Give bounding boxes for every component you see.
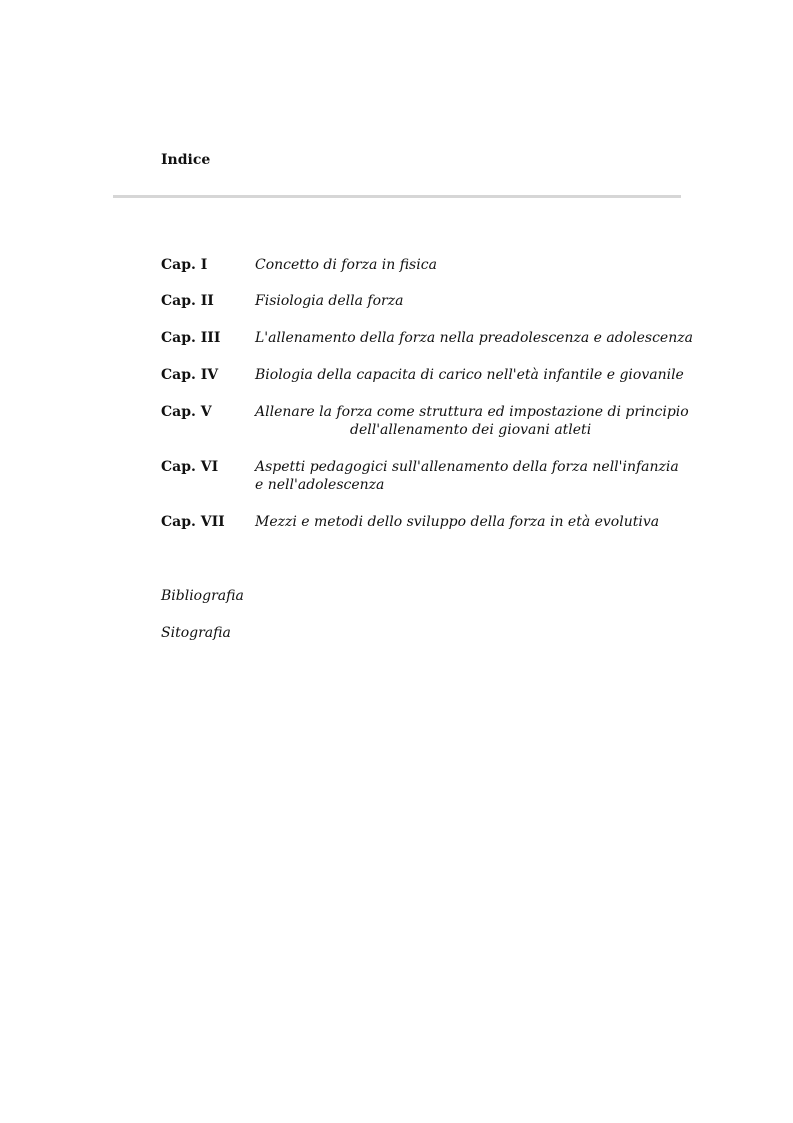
chapter-label: Cap. I (161, 257, 208, 273)
chapter-title (255, 256, 437, 274)
page-title: Indice (161, 152, 211, 168)
chapter-title (255, 513, 659, 531)
chapter-title-line: Biologia della capacita di carico nell'età infantile e giovanile (255, 367, 684, 383)
chapter-label: Cap. V (161, 404, 212, 420)
toc-entry-sitography: Sitografia (161, 625, 231, 641)
chapter-label: Cap. III (161, 330, 221, 346)
chapter-label: Cap. VI (161, 459, 219, 475)
chapter-title (255, 292, 403, 310)
chapter-title (255, 403, 689, 439)
toc-entry-bibliography: Bibliografia (161, 588, 244, 604)
chapter-label: Cap. IV (161, 367, 219, 383)
chapter-title-line: Aspetti pedagogici sull'allenamento della forza nell'infanzia (255, 459, 679, 475)
chapter-label: Cap. VII (161, 514, 225, 530)
chapter-title-line: e nell'adolescenza (255, 477, 385, 493)
chapter-title-line: Fisiologia della forza (255, 293, 404, 309)
chapter-title (255, 329, 693, 347)
chapter-title-line: Concetto di forza in fisica (255, 257, 437, 273)
chapter-title-line: Mezzi e metodi dello sviluppo della forza in età evolutiva (255, 514, 660, 530)
chapter-title-line: L'allenamento della forza nella preadolescenza e adolescenza (255, 330, 693, 346)
heading-divider (113, 195, 681, 198)
chapter-title-line: Allenare la forza come struttura ed impostazione di principio (255, 404, 689, 420)
chapter-label: Cap. II (161, 293, 214, 309)
chapter-title (255, 458, 679, 494)
chapter-title-line: dell'allenamento dei giovani atleti (350, 422, 592, 438)
chapter-title (255, 366, 684, 384)
